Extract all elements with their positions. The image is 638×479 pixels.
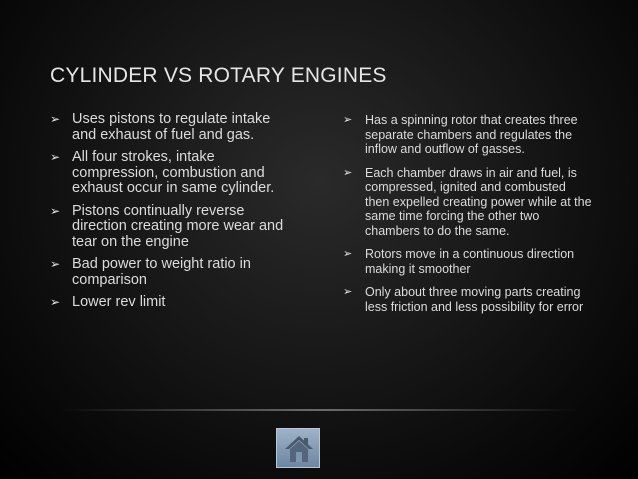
list-item — [50, 204, 295, 251]
list-item — [343, 247, 593, 276]
list-item-text: Rotors move in a continuous direction making it smoother — [365, 247, 575, 276]
cylinder-bullet-list — [50, 112, 295, 311]
slide-title: CYLINDER VS ROTARY ENGINES — [50, 64, 387, 87]
left-column — [50, 112, 295, 318]
list-item-text: Has a spinning rotor that creates three separate chambers and regulates the inflow and outflow of gasses. — [365, 113, 578, 156]
arrow-bullet-icon: ➢ — [50, 203, 61, 218]
arrow-bullet-icon: ➢ — [343, 114, 353, 126]
list-item — [50, 112, 295, 143]
arrow-bullet-icon: ➢ — [50, 295, 61, 309]
list-item-text: Each chamber draws in air and fuel, is compressed, ignited and combusted then expelled creating power while at the same time forcing the other two chambers to do the same. — [365, 165, 592, 238]
list-item-text: Pistons continually reverse direction creating more wear and tear on the engine — [72, 202, 284, 250]
home-icon — [283, 433, 315, 465]
arrow-bullet-icon: ➢ — [50, 112, 61, 126]
arrow-bullet-icon: ➢ — [50, 150, 61, 164]
list-item — [50, 295, 295, 311]
list-item-text: Bad power to weight ratio in comparison — [72, 256, 251, 288]
list-item-text: Lower rev limit — [72, 294, 166, 310]
rotary-bullet-list — [343, 113, 593, 314]
home-button[interactable] — [276, 428, 320, 468]
list-item — [343, 113, 593, 157]
list-item — [343, 166, 593, 239]
list-item-text: Uses pistons to regulate intake and exhaust of fuel and gas. — [72, 111, 271, 143]
list-item — [50, 150, 295, 197]
arrow-bullet-icon: ➢ — [343, 286, 353, 298]
list-item-text: Only about three moving parts creating less friction and less possibility for error — [365, 285, 584, 314]
right-column — [343, 113, 593, 323]
list-item-text: All four strokes, intake compression, combustion and exhaust occur in same cylinder. — [72, 149, 275, 196]
arrow-bullet-icon: ➢ — [343, 166, 353, 179]
arrow-bullet-icon: ➢ — [50, 257, 61, 271]
list-item — [50, 257, 295, 288]
arrow-bullet-icon: ➢ — [343, 248, 353, 260]
divider-glow — [60, 409, 580, 411]
list-item — [343, 285, 593, 314]
